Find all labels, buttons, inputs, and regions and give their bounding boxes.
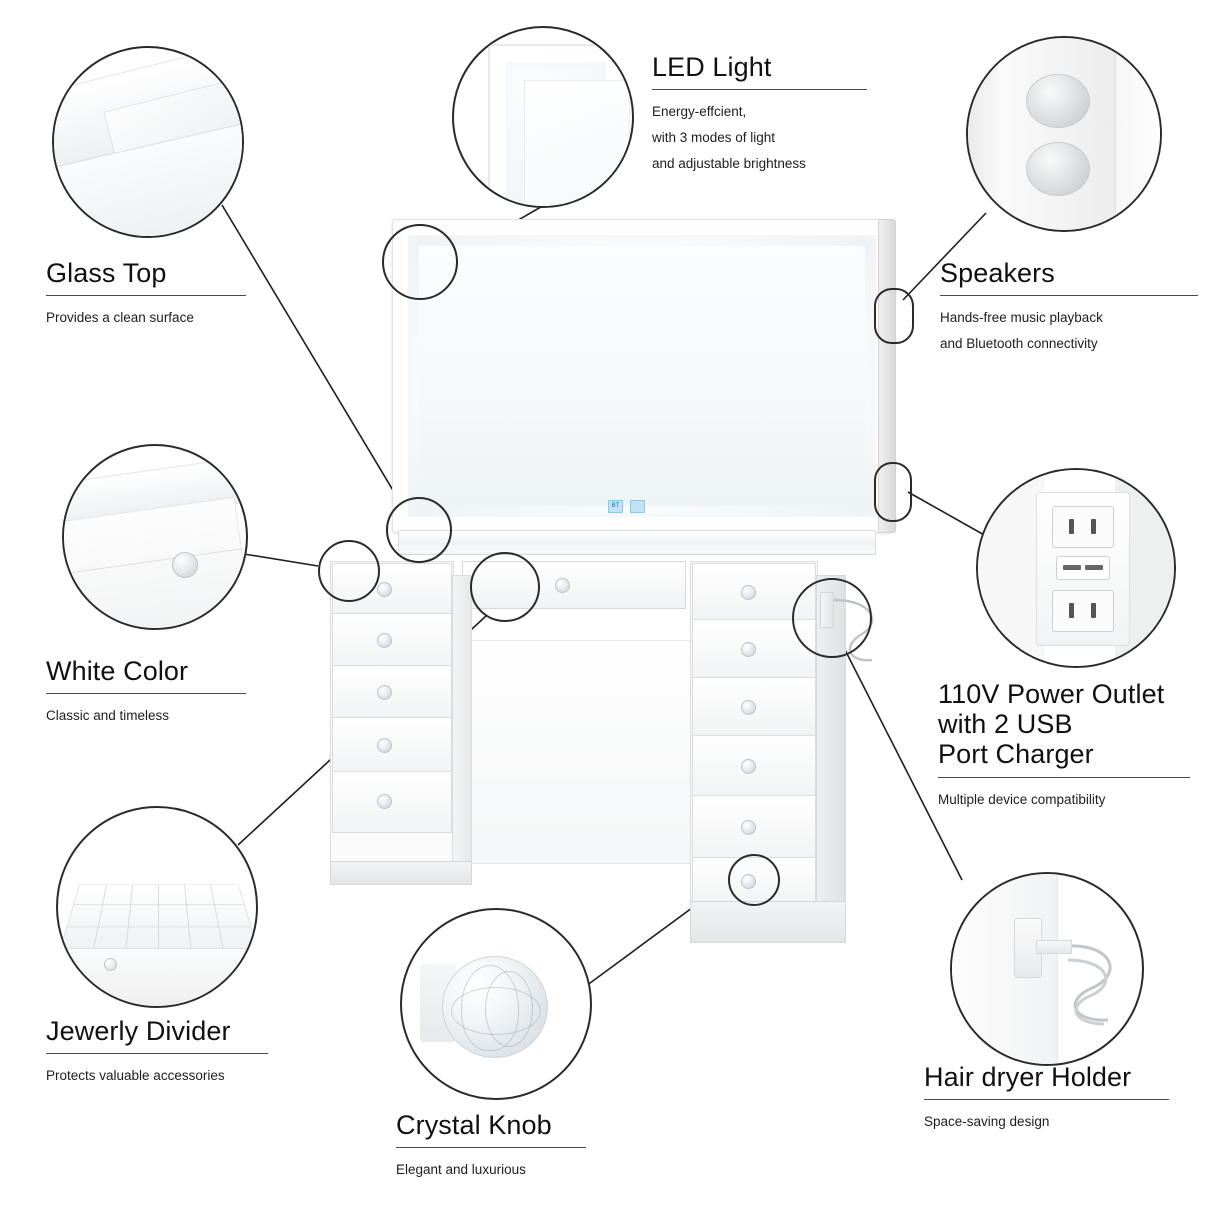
anchor-crystal-knob: [728, 854, 780, 906]
callout-hair-dryer-holder: [924, 1062, 1169, 1135]
mirror-bluetooth-button[interactable]: BT: [608, 500, 623, 513]
callout-description-line: Classic and timeless: [46, 708, 170, 724]
callout-title: LED Light: [652, 52, 772, 82]
anchor-hair-dryer-holder: [792, 578, 872, 658]
callout-description-line: Hands-free music playback: [940, 310, 1103, 326]
callout-led-light: [652, 52, 867, 176]
callout-crystal-knob: [396, 1110, 586, 1183]
callout-rule: [396, 1147, 586, 1148]
callout-description-line: and adjustable brightness: [652, 155, 806, 171]
callout-description-line: Energy-effcient,: [652, 104, 747, 120]
zoom-bubble-speakers: [966, 36, 1162, 232]
zoom-bubble-crystal-knob: [400, 908, 592, 1100]
speaker-driver-icon: [1026, 142, 1090, 196]
anchor-white-color: [318, 540, 380, 602]
callout-rule: [46, 295, 246, 296]
callout-jewelry-divider: [46, 1016, 268, 1089]
anchor-led-light: [382, 224, 458, 300]
callout-rule: [938, 777, 1190, 778]
callout-rule: [652, 89, 867, 90]
callout-description-line: with 3 modes of light: [652, 129, 776, 145]
zoom-bubble-jewelry-divider: [56, 806, 258, 1008]
callout-rule: [924, 1099, 1169, 1100]
anchor-jewelry-divider: [470, 552, 540, 622]
anchor-glass-top: [386, 497, 452, 563]
zoom-bubble-hair-dryer-holder: [950, 872, 1144, 1066]
callout-rule: [46, 1053, 268, 1054]
callout-description-line: Space-saving design: [924, 1114, 1050, 1130]
callout-title: Jewerly Divider: [46, 1016, 231, 1046]
callout-description-line: and Bluetooth connectivity: [940, 335, 1098, 351]
callout-white-color: [46, 656, 246, 729]
callout-description-line: Protects valuable accessories: [46, 1068, 225, 1084]
speaker-driver-icon: [1026, 74, 1090, 128]
outlet-socket-icon: [1052, 506, 1114, 548]
callout-title: White Color: [46, 656, 189, 686]
callout-rule: [46, 693, 246, 694]
usb-port-icon: [1056, 556, 1110, 580]
zoom-bubble-led-light: [452, 26, 634, 208]
callout-power-outlet: [938, 679, 1190, 812]
callout-title: Glass Top: [46, 258, 167, 288]
callout-description-line: Multiple device compatibility: [938, 791, 1106, 807]
callout-description-line: Elegant and luxurious: [396, 1162, 526, 1178]
callout-glass-top: [46, 258, 246, 331]
callout-title: Crystal Knob: [396, 1110, 552, 1140]
anchor-speakers: [874, 288, 914, 344]
zoom-bubble-white-color: [62, 444, 248, 630]
callout-title: Speakers: [940, 258, 1055, 288]
zoom-bubble-power-outlet: [976, 468, 1176, 668]
callout-rule: [940, 295, 1198, 296]
crystal-knob-icon: [442, 956, 548, 1058]
callout-title: 110V Power Outlet with 2 USB Port Charger: [938, 679, 1165, 770]
zoom-bubble-glass-top: [52, 46, 244, 238]
callout-description-line: Provides a clean surface: [46, 310, 194, 326]
callout-speakers: [940, 258, 1198, 357]
anchor-power-outlet: [874, 462, 912, 522]
callout-title: Hair dryer Holder: [924, 1062, 1132, 1092]
outlet-socket-icon: [1052, 590, 1114, 632]
